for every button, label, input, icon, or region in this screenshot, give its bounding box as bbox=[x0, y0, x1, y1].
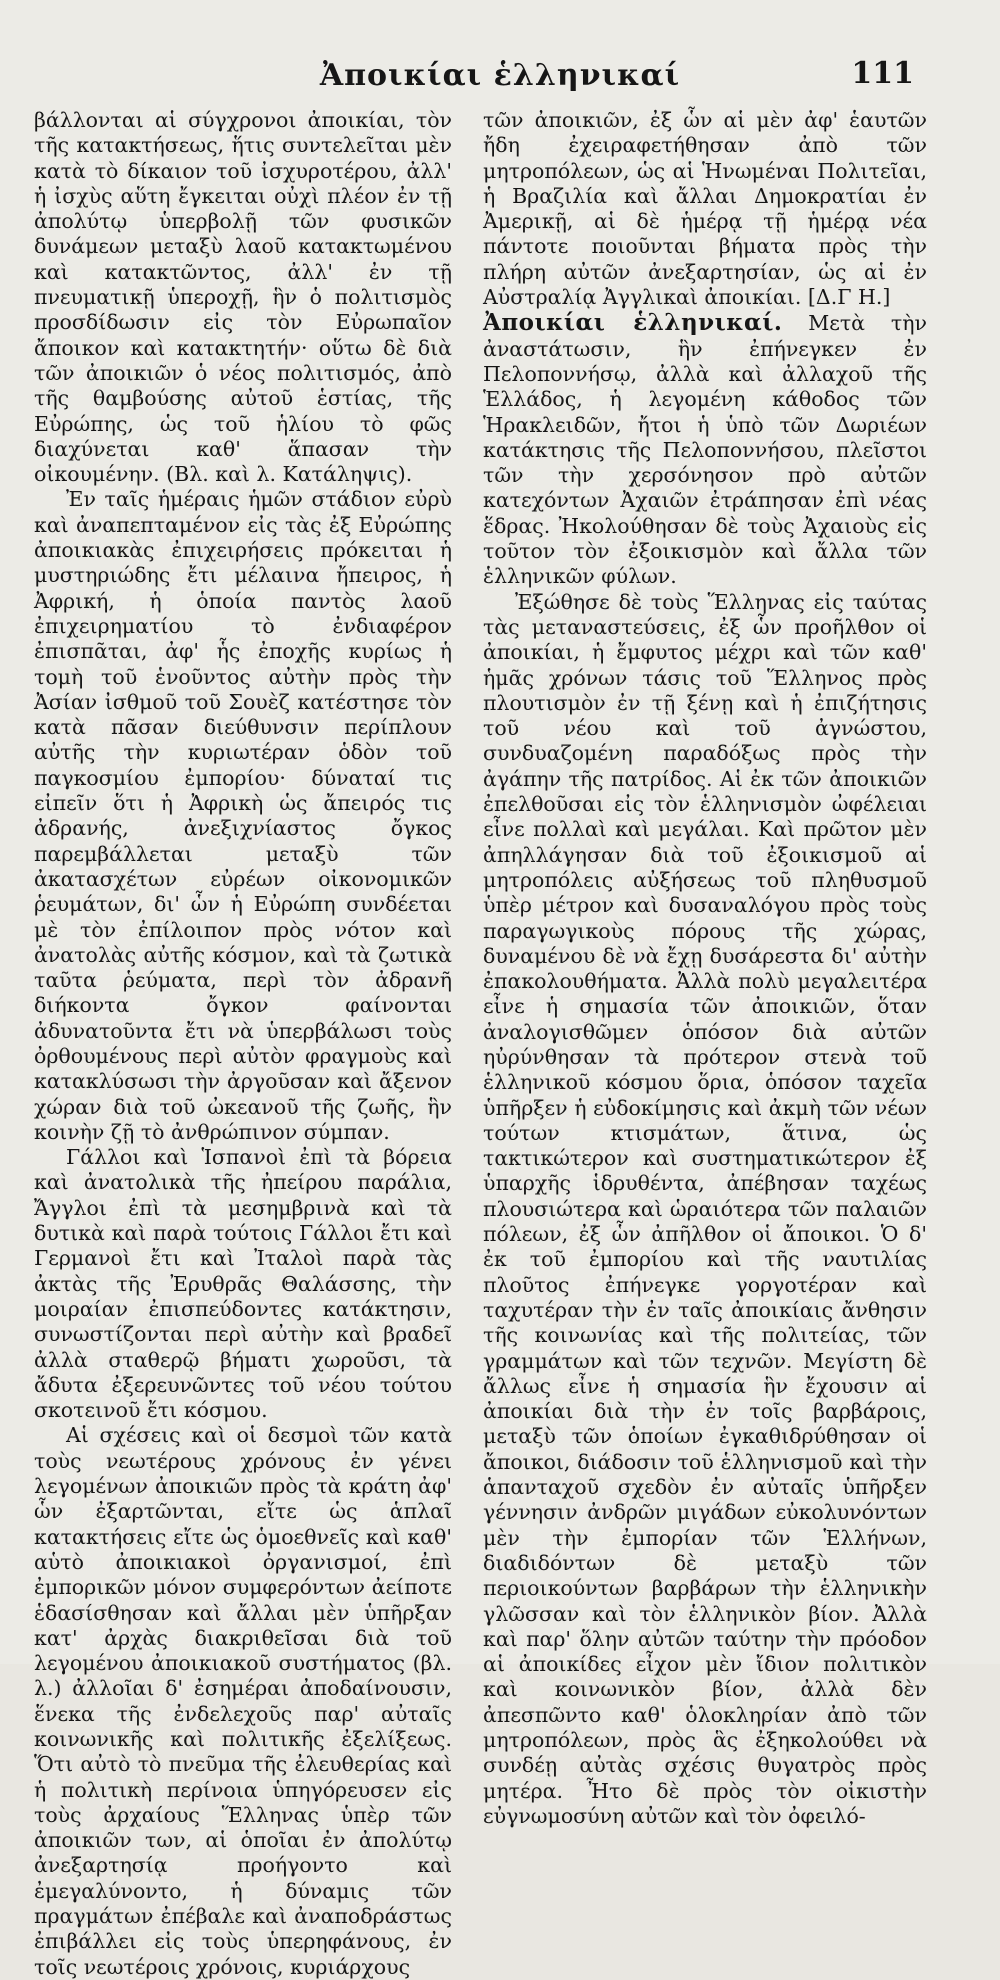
section-heading: Ἀποικίαι ἑλληνικαί. bbox=[483, 309, 783, 337]
left-paragraph-1: βάλλονται αἱ σύγχρονοι ἀποικίαι, τὸν τῆς κατακτήσεως, ἥτις συντελεῖται μὲν κατὰ τὸ δίκαιον τοῦ ἰσχυροτέρου, ἀλλ' ἡ ἰσχὺς αὕτη ἔγκειται οὐχὶ πλέον ἐν τῇ ἀπολύτῳ ὑπερβολῇ τῶν φυσικῶν δυνάμεων μεταξὺ λαοῦ κατακτωμένου καὶ κατακτῶντος, ἀλλ' ἐν τῇ πνευματικῇ ὑπεροχῇ, ἣν ὁ πολιτισμὸς προσδίδωσιν εἰς τὸν Εὐρωπαῖον ἄποικον καὶ κατακτητήν· οὕτω δὲ διὰ τῶν ἀποικιῶν ὁ νέος πολιτισμός, ἀπὸ τῆς θαμβούσης αὐτοῦ ἑστίας, τῆς Εὐρώπης, ὡς τοῦ ἡλίου τὸ φῶς διαχύνεται καθ' ἅπασαν τὴν οἰκουμένην. (Βλ. καὶ λ. Κατάληψις). bbox=[34, 108, 452, 487]
right-column bbox=[483, 108, 927, 1828]
left-paragraph-2: Ἐν ταῖς ἡμέραις ἡμῶν στάδιον εὐρὺ καὶ ἀναπεπταμένον εἰς τὰς ἐξ Εὐρώπης ἀποικιακὰς ἐπιχειρήσεις πρόκειται ἡ μυστηριώδης ἔτι μέλαινα ἤπειρος, ἡ Ἀφρική, ἡ ὁποία παντὸς λαοῦ ἐπιχειρηματίου τὸ ἐνδιαφέρον ἐπισπᾶται, ἀφ' ἧς ἐποχῆς κυρίως ἡ τομὴ τοῦ ἑνοῦντος αὐτὴν πρὸς τὴν Ἀσίαν ἰσθμοῦ τοῦ Σουὲζ κατέστησε τὸν κατὰ πᾶσαν διεύθυνσιν περίπλουν αὐτῆς τὴν κυριωτέραν ὁδὸν τοῦ παγκοσμίου ἐμπορίου· δύναταί τις εἰπεῖν ὅτι ἡ Ἀφρικὴ ὡς ἄπειρός τις ἀδρανής, ἀνεξιχνίαστος ὄγκος παρεμβάλλεται μεταξὺ τῶν ἀκατασχέτων εὐρέων οἰκονομικῶν ῥευμάτων, δι' ὧν ἡ Εὐρώπη συνδέεται μὲ τὸν ἐπίλοιπον πρὸς νότον καὶ ἀνατολὰς αὐτῆς κόσμον, καὶ τὰ ζωτικὰ ταῦτα ῥεύματα, περὶ τὸν ἀδρανῆ διήκοντα ὄγκον φαίνονται ἀδυνατοῦντα ἔτι νὰ ὑπερβάλωσι τοὺς ὀρθουμένους περὶ αὐτὸν φραγμοὺς καὶ κατακλύσωσι τὴν ἀργοῦσαν καὶ ἄξενον χώραν διὰ τοῦ ὠκεανοῦ τῆς ζωῆς, ἣν κοινὴν ζῇ τὸ ἀνθρώπινον σύμπαν. bbox=[34, 487, 452, 1144]
page-number: 111 bbox=[851, 56, 914, 91]
section-text: Μετὰ τὴν ἀναστάτωσιν, ἣν ἐπήνεγκεν ἐν Πελοποννήσῳ, ἀλλὰ καὶ ἀλλαχοῦ τῆς Ἑλλάδος, ἡ λεγομένη κάθοδος τῶν Ἡρακλειδῶν, ἤτοι ἡ ὑπὸ τῶν Δωριέων κατάκτησις τῆς Πελοποννήσου, πλεῖστοι τῶν τὴν χερσόνησον πρὸ αὐτῶν κατεχόντων Ἀχαιῶν ἐτράπησαν ἐπὶ νέας ἕδρας. Ἠκολούθησαν δὲ τοὺς Ἀχαιοὺς εἰς τοῦτον τὸν ἐξοικισμὸν καὶ ἄλλα τῶν ἑλληνικῶν φύλων. bbox=[483, 311, 927, 589]
right-paragraph-1: τῶν ἀποικιῶν, ἐξ ὧν αἱ μὲν ἀφ' ἑαυτῶν ἤδη ἐχειραφετήθησαν ἀπὸ τῶν μητροπόλεων, ὡς αἱ Ἡνωμέναι Πολιτεῖαι, ἡ Βραζιλία καὶ ἄλλαι Δημοκρατίαι ἐν Ἀμερικῇ, αἱ δὲ ἡμέρᾳ τῇ ἡμέρᾳ νέα πάντοτε ποιοῦνται βήματα πρὸς τὴν πλήρη αὐτῶν ἀνεξαρτησίαν, ὡς αἱ ἐν Αὐστραλίᾳ Ἀγγλικαὶ ἀποικίαι. [Δ.Γ Η.] bbox=[483, 108, 927, 310]
running-title: Ἀποικίαι ἑλληνικαί bbox=[319, 58, 681, 93]
left-paragraph-3: Γάλλοι καὶ Ἱσπανοὶ ἐπὶ τὰ βόρεια καὶ ἀνατολικὰ τῆς ἠπείρου παράλια, Ἄγγλοι ἐπὶ τὰ μεσημβρινὰ καὶ τὰ δυτικὰ καὶ παρὰ τούτοις Γάλλοι ἔτι καὶ Γερμανοὶ ἔτι καὶ Ἰταλοὶ παρὰ τὰς ἀκτὰς τῆς Ἐρυθρᾶς Θαλάσσης, τὴν μοιραίαν ἐπισπεύδοντες κατάκτησιν, συνωστίζονται περὶ αὐτὴν καὶ βραδεῖ ἀλλὰ σταθερῷ βήματι χωροῦσι, τὰ ἄδυτα ἐξερευνῶντες τοῦ νέου τούτου σκοτεινοῦ ἔτι κόσμου. bbox=[34, 1145, 452, 1423]
right-section-paragraph bbox=[483, 310, 927, 589]
left-paragraph-4: Αἱ σχέσεις καὶ οἱ δεσμοὶ τῶν κατὰ τοὺς νεωτέρους χρόνους ἐν γένει λεγομένων ἀποικιῶν πρὸς τὰ κράτη ἀφ' ὧν ἐξαρτῶνται, εἴτε ὡς ἁπλαῖ κατακτήσεις εἴτε ὡς ὁμοεθνεῖς καὶ καθ' αὑτὸ ἀποικιακοὶ ὀργανισμοί, ἐπὶ ἐμπορικῶν μόνον συμφερόντων ἀείποτε ἑδασίσθησαν καὶ ἄλλαι μὲν ὑπῆρξαν κατ' ἀρχὰς διακριθεῖσαι διὰ τοῦ λεγομένου ἀποικιακοῦ συστήματος (βλ. λ.) ἀλλοῖαι δ' ἐσημέραι ἀποδαίνουσιν, ἕνεκα τῆς ἐνδελεχοῦς παρ' αὐταῖς κοινωνικῆς καὶ πολιτικῆς ἐξελίξεως. Ὅτι αὐτὸ τὸ πνεῦμα τῆς ἐλευθερίας καὶ ἡ πολιτικὴ περίνοια ὑπηγόρευσεν εἰς τοὺς ἀρχαίους Ἕλληνας ὑπὲρ τῶν ἀποικιῶν των, αἱ ὁποῖαι ἐν ἀπολύτῳ ἀνεξαρτησίᾳ προήγοντο καὶ ἐμεγαλύνοντο, ἡ δύναμις τῶν πραγμάτων ἐπέβαλε καὶ ἀναποδράστως ἐπιβάλλει εἰς τοὺς ὑπερηφάνους, ἐν τοῖς νεωτέροις χρόνοις, κυριάρχους bbox=[34, 1423, 452, 1979]
left-column bbox=[34, 108, 452, 1979]
page-header bbox=[0, 58, 1000, 104]
right-paragraph-3: Ἐξώθησε δὲ τοὺς Ἕλληνας εἰς ταύτας τὰς μεταναστεύσεις, ἐξ ὧν προῆλθον οἱ ἀποικίαι, ἡ ἔμφυτος μέχρι καὶ τῶν καθ' ἡμᾶς χρόνων τάσις τοῦ Ἕλληνος πρὸς πλουτισμὸν ἐν τῇ ξένῃ καὶ ἡ ἐπιζήτησις τοῦ νέου καὶ τοῦ ἀγνώστου, συνδυαζομένη παραδόξως πρὸς τὴν ἀγάπην τῆς πατρίδος. Αἱ ἐκ τῶν ἀποικιῶν ἐπελθοῦσαι εἰς τὸν ἑλληνισμὸν ὠφέλειαι εἶνε πολλαὶ καὶ μεγάλαι. Καὶ πρῶτον μὲν ἀπηλλάγησαν διὰ τοῦ ἐξοικισμοῦ αἱ μητροπόλεις αὐξήσεως τοῦ πληθυσμοῦ ὑπὲρ μέτρον καὶ δυσαναλόγου πρὸς τοὺς παραγωγικοὺς πόρους τῆς χώρας, δυναμένου δὲ νὰ ἔχῃ δυσάρεστα δι' αὐτὴν ἐπακολουθήματα. Ἀλλὰ πολὺ μεγαλειτέρα εἶνε ἡ σημασία τῶν ἀποικιῶν, ὅταν ἀναλογισθῶμεν ὁπόσον διὰ αὐτῶν ηὐρύνθησαν τὰ πρότερον στενὰ τοῦ ἑλληνικοῦ κόσμου ὅρια, ὁπόσον ταχεῖα ὑπῆρξεν ἡ εὐδοκίμησις καὶ ἀκμὴ τῶν νέων τούτων κτισμάτων, ἅτινα, ὡς τακτικώτερον καὶ συστηματικώτερον ἐξ ὑπαρχῆς ἱδρυθέντα, ἀπέβησαν ταχέως πλουσιώτερα καὶ ὡραιότερα τῶν παλαιῶν πόλεων, ἐξ ὧν ἀπῆλθον οἱ ἄποικοι. Ὁ δ' ἐκ τοῦ ἐμπορίου καὶ τῆς ναυτιλίας πλοῦτος ἐπήνεγκε γοργοτέραν καὶ ταχυτέραν τὴν ἐν ταῖς ἀποικίαις ἄνθησιν τῆς κοινωνίας καὶ τῆς πολιτείας, τῶν γραμμάτων καὶ τῶν τεχνῶν. Μεγίστη δὲ ἄλλως εἶνε ἡ σημασία ἣν ἔχουσιν αἱ ἀποικίαι διὰ τὴν ἐν τοῖς βαρβάροις, μεταξὺ τῶν ὁποίων ἐγκαθιδρύθησαν οἱ ἄποικοι, διάδοσιν τοῦ ἑλληνισμοῦ καὶ τὴν ἁπανταχοῦ σχεδὸν ἐν αὐταῖς ὑπῆρξεν γέννησιν ἀνδρῶν μιγάδων εὐκολυνόντων μὲν τὴν ἐμπορίαν τῶν Ἑλλήνων, διαδιδόντων δὲ μεταξὺ τῶν περιοικούντων βαρβάρων τὴν ἑλληνικὴν γλῶσσαν καὶ τὸν ἑλληνικὸν βίον. Ἀλλὰ καὶ παρ' ὅλην αὐτῶν ταύτην τὴν πρόοδον αἱ ἀποικίδες εἶχον μὲν ἴδιον πολιτικὸν καὶ κοινωνικὸν βίον, ἀλλὰ δὲν ἀπεσπῶντο καθ' ὁλοκληρίαν ἀπὸ τῶν μητροπόλεων, πρὸς ἃς ἐξηκολούθει νὰ συνδέῃ αὐτὰς σχέσις θυγατρὸς πρὸς μητέρα. Ἦτο δὲ πρὸς τὸν οἰκιστὴν εὐγνωμοσύνη αὐτῶν καὶ τὸν ὀφειλό- bbox=[483, 589, 927, 1828]
